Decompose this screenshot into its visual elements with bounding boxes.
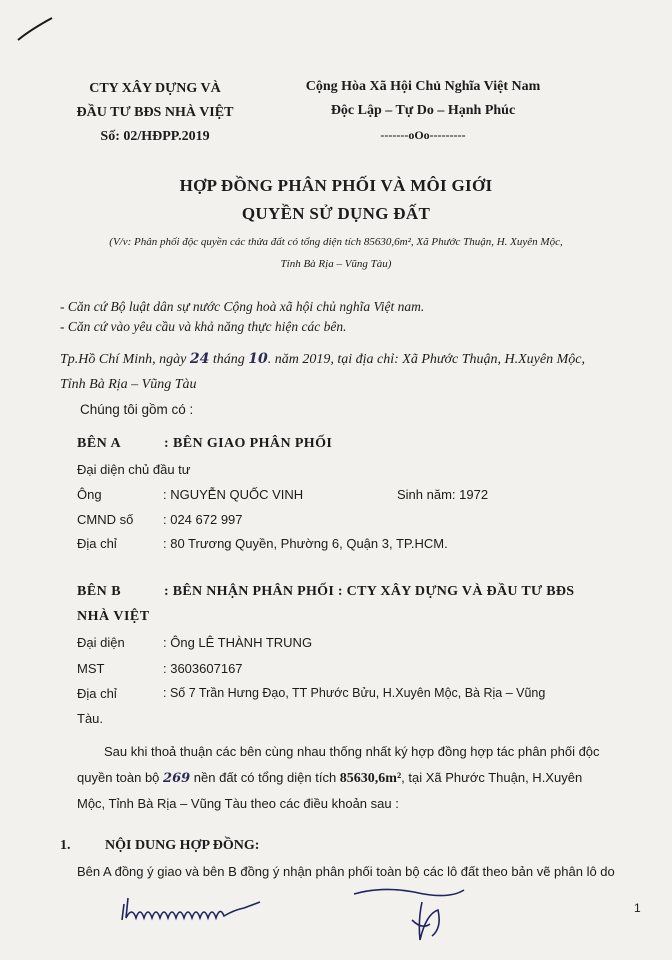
document-title-line2: QUYỀN SỬ DỤNG ĐẤT <box>241 204 431 223</box>
document-title-line1: HỢP ĐỒNG PHÂN PHỐI VÀ MÔI GIỚI <box>179 176 493 195</box>
party-b-address-value: : Số 7 Trần Hưng Đạo, TT Phước Bửu, H.Xuyên Mộc, Bà Rịa – Vũng <box>163 686 546 700</box>
signature-party-a <box>118 888 268 928</box>
agreement-area: 85630,6m² <box>339 771 402 786</box>
party-a-rep-label: Đại diện chủ đầu tư <box>77 462 191 477</box>
section-1-number: 1. <box>60 838 71 853</box>
agreement-line1: Sau khi thoả thuận các bên cùng nhau thống nhất ký hợp đồng hợp tác phân phối độc <box>104 744 600 759</box>
party-a-id-label: CMND số <box>77 512 134 527</box>
agreement-line2-mid: nền đất có tổng diện tích <box>190 770 340 785</box>
legal-basis-1: - Căn cứ Bộ luật dân sự nước Cộng hoà xã hội chủ nghĩa Việt nam. <box>60 299 425 314</box>
legal-basis-2: - Căn cứ vào yêu cầu và khả năng thực hiện các bên. <box>60 319 347 334</box>
handwritten-lot-count: 269 <box>163 771 191 786</box>
agreement-line2 <box>77 770 582 787</box>
agreement-line3: Mộc, Tỉnh Bà Rịa – Vũng Tàu theo các điều khoản sau : <box>77 796 399 811</box>
place-date-prefix: Tp.Hồ Chí Minh, ngày <box>60 352 190 367</box>
section-1-text: Bên A đồng ý giao và bên B đồng ý nhận phân phối toàn bộ các lô đất theo bản vẽ phân lô do <box>77 864 615 879</box>
party-a-label: BÊN A <box>77 436 122 451</box>
party-a-title: : BÊN GIAO PHÂN PHỐI <box>164 436 333 451</box>
nation-name: Cộng Hòa Xã Hội Chủ Nghĩa Việt Nam <box>305 79 541 94</box>
place-date-month-label: tháng <box>209 352 249 367</box>
place-date-line1 <box>60 351 585 368</box>
pen-mark <box>16 14 56 44</box>
place-date-suffix: . năm 2019, tại địa chỉ: Xã Phước Thuận, H.Xuyên Mộc, <box>267 352 585 367</box>
handwritten-day: 24 <box>189 351 210 367</box>
company-name-line2: ĐẦU TƯ BĐS NHÀ VIỆT <box>76 105 234 120</box>
party-b-title-cont: NHÀ VIỆT <box>77 609 150 624</box>
document-subtitle-line2: Tỉnh Bà Rịa – Vũng Tàu) <box>280 258 392 270</box>
party-a-name-value: : NGUYỄN QUỐC VINH <box>163 487 304 502</box>
section-1-heading: NỘI DUNG HỢP ĐỒNG: <box>105 838 260 853</box>
intro-text: Chúng tôi gồm có : <box>80 402 194 417</box>
nation-motto: Độc Lập – Tự Do – Hạnh Phúc <box>330 103 516 118</box>
agreement-line2-prefix: quyền toàn bộ <box>77 770 164 785</box>
signature-party-b <box>352 880 472 950</box>
handwritten-month: 10 <box>248 351 268 367</box>
party-b-label: BÊN B <box>77 584 122 599</box>
document-subtitle-line1: (V/v: Phân phối độc quyền các thửa đất có tổng diện tích 85630,6m², Xã Phước Thuận, H. Xuyên Mộc, <box>109 236 563 248</box>
party-b-address-cont: Tàu. <box>77 711 104 726</box>
party-b-rep-label: Đại diện <box>77 635 125 650</box>
party-a-name-label: Ông <box>77 487 102 502</box>
place-date-line2: Tỉnh Bà Rịa – Vũng Tàu <box>60 377 197 392</box>
agreement-line2-suffix: , tại Xã Phước Thuận, H.Xuyên <box>401 770 583 785</box>
company-name-line1: CTY XÂY DỰNG VÀ <box>89 81 221 96</box>
party-a-address-label: Địa chỉ <box>77 536 117 551</box>
contract-number: Số: 02/HĐPP.2019 <box>100 129 210 144</box>
party-a-id-value: : 024 672 997 <box>163 512 243 527</box>
party-b-tax-value: : 3603607167 <box>163 661 243 676</box>
party-b-address-label: Địa chỉ <box>77 686 117 701</box>
page-number: 1 <box>634 901 641 915</box>
party-b-tax-label: MST <box>77 661 105 676</box>
party-b-rep-value: : Ông LÊ THÀNH TRUNG <box>163 635 313 650</box>
party-a-address-value: : 80 Trương Quyền, Phường 6, Quận 3, TP.HCM. <box>163 536 448 551</box>
nation-separator: -------oOo--------- <box>380 128 466 142</box>
party-b-title: : BÊN NHẬN PHÂN PHỐI : CTY XÂY DỰNG VÀ ĐẦU TƯ BĐS <box>164 584 575 599</box>
party-a-birth: Sinh năm: 1972 <box>397 487 489 502</box>
